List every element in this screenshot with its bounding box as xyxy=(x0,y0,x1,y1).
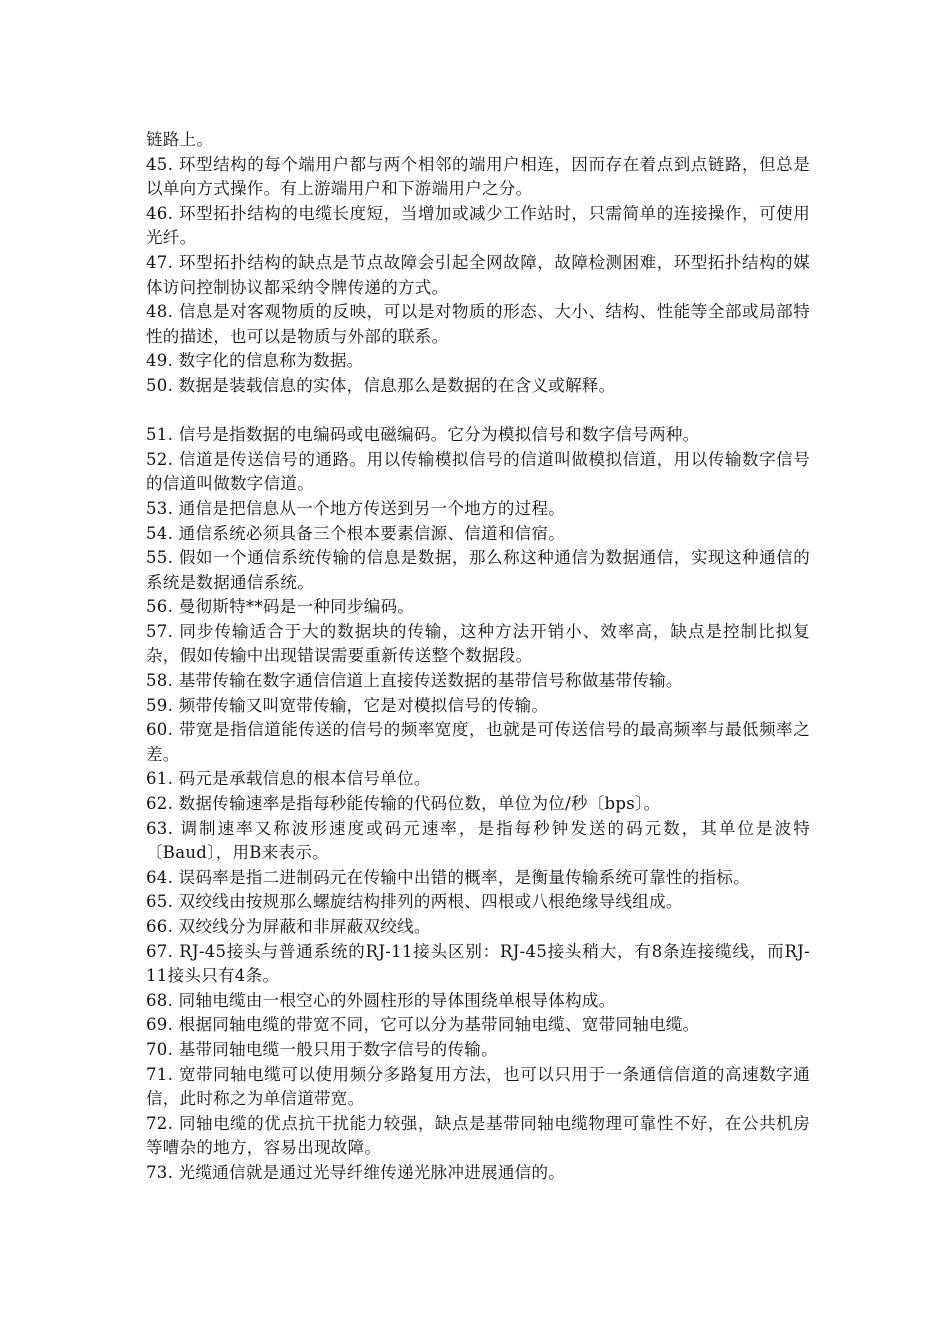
paragraph-72: 72. 同轴电缆的优点抗干扰能力较强，缺点是基带同轴电缆物理可靠性不好，在公共机房等嘈杂的地方，容易出现故障。 xyxy=(146,1113,810,1158)
paragraph-53: 53. 通信是把信息从一个地方传送到另一个地方的过程。 xyxy=(146,498,566,518)
paragraph-51: 51. 信号是指数据的电编码或电磁编码。它分为模拟信号和数字信号两种。 xyxy=(146,425,700,445)
paragraph-67: 67. RJ-45接头与普通系统的RJ-11接头区别：RJ-45接头稍大，有8条连接缆线，而RJ-11接头只有4条。 xyxy=(146,941,810,986)
document-body xyxy=(146,128,810,1186)
paragraph-59: 59. 频带传输又叫宽带传输，它是对模拟信号的传输。 xyxy=(146,695,549,715)
paragraph-63: 63. 调制速率又称波形速度或码元速率，是指每秒钟发送的码元数，其单位是波特〔Baud〕，用B来表示。 xyxy=(146,818,810,863)
paragraph-45: 45. 环型结构的每个端用户都与两个相邻的端用户相连，因而存在着点到点链路，但总是以单向方式操作。有上游端用户和下游端用户之分。 xyxy=(146,154,810,199)
paragraph-52: 52. 信道是传送信号的通路。用以传输模拟信号的信道叫做模拟信道，用以传输数字信号的信道叫做数字信道。 xyxy=(146,449,810,494)
paragraph-58: 58. 基带传输在数字通信信道上直接传送数据的基带信号称做基带传输。 xyxy=(146,671,683,691)
paragraph-47: 47. 环型拓扑结构的缺点是节点故障会引起全网故障，故障检测困难，环型拓扑结构的媒体访问控制协议都采纳令牌传递的方式。 xyxy=(146,252,810,297)
paragraph-73: 73. 光缆通信就是通过光导纤维传递光脉冲进展通信的。 xyxy=(146,1162,566,1182)
paragraph-65: 65. 双绞线由按规那么螺旋结构排列的两根、四根或八根绝缘导线组成。 xyxy=(146,892,683,912)
paragraph-50: 50. 数据是装载信息的实体，信息那么是数据的在含义或解释。 xyxy=(146,375,616,395)
paragraph-57: 57. 同步传输适合于大的数据块的传输，这种方法开销小、效率高，缺点是控制比拟复杂，假如传输中出现错误需要重新传送整个数据段。 xyxy=(146,621,810,666)
paragraph-56: 56. 曼彻斯特**码是一种同步编码。 xyxy=(146,597,415,617)
paragraph-54: 54. 通信系统必须具备三个根本要素信源、信道和信宿。 xyxy=(146,523,566,543)
paragraph-61: 61. 码元是承载信息的根本信号单位。 xyxy=(146,769,431,789)
paragraph-69: 69. 根据同轴电缆的带宽不同，它可以分为基带同轴电缆、宽带同轴电缆。 xyxy=(146,1015,700,1035)
paragraph-55: 55. 假如一个通信系统传输的信息是数据，那么称这种通信为数据通信，实现这种通信的系统是数据通信系统。 xyxy=(146,548,810,592)
paragraph-60: 60. 带宽是指信道能传送的信号的频率宽度，也就是可传送信号的最高频率与最低频率之差。 xyxy=(146,720,810,764)
paragraph-71: 71. 宽带同轴电缆可以使用频分多路复用方法，也可以只用于一条通信信道的高速数字通信，此时称之为单信道带宽。 xyxy=(146,1064,810,1109)
paragraph-68: 68. 同轴电缆由一根空心的外圆柱形的导体围绕单根导体构成。 xyxy=(146,990,616,1010)
paragraph-62: 62. 数据传输速率是指每秒能传输的代码位数，单位为位/秒〔bps〕。 xyxy=(146,794,661,814)
paragraph-46: 46. 环型拓扑结构的电缆长度短，当增加或减少工作站时，只需简单的连接操作，可使用光纤。 xyxy=(146,203,810,248)
paragraph-48: 48. 信息是对客观物质的反映，可以是对物质的形态、大小、结构、性能等全部或局部特性的描述，也可以是物质与外部的联系。 xyxy=(146,302,810,346)
paragraph-70: 70. 基带同轴电缆一般只用于数字信号的传输。 xyxy=(146,1039,498,1059)
paragraph-gap xyxy=(146,399,810,424)
paragraph-continuation: 链路上。 xyxy=(146,130,214,149)
paragraph-66: 66. 双绞线分为屏蔽和非屏蔽双绞线。 xyxy=(146,917,431,936)
paragraph-64: 64. 误码率是指二进制码元在传输中出错的概率，是衡量传输系统可靠性的指标。 xyxy=(146,867,750,887)
paragraph-49: 49. 数字化的信息称为数据。 xyxy=(146,351,364,371)
